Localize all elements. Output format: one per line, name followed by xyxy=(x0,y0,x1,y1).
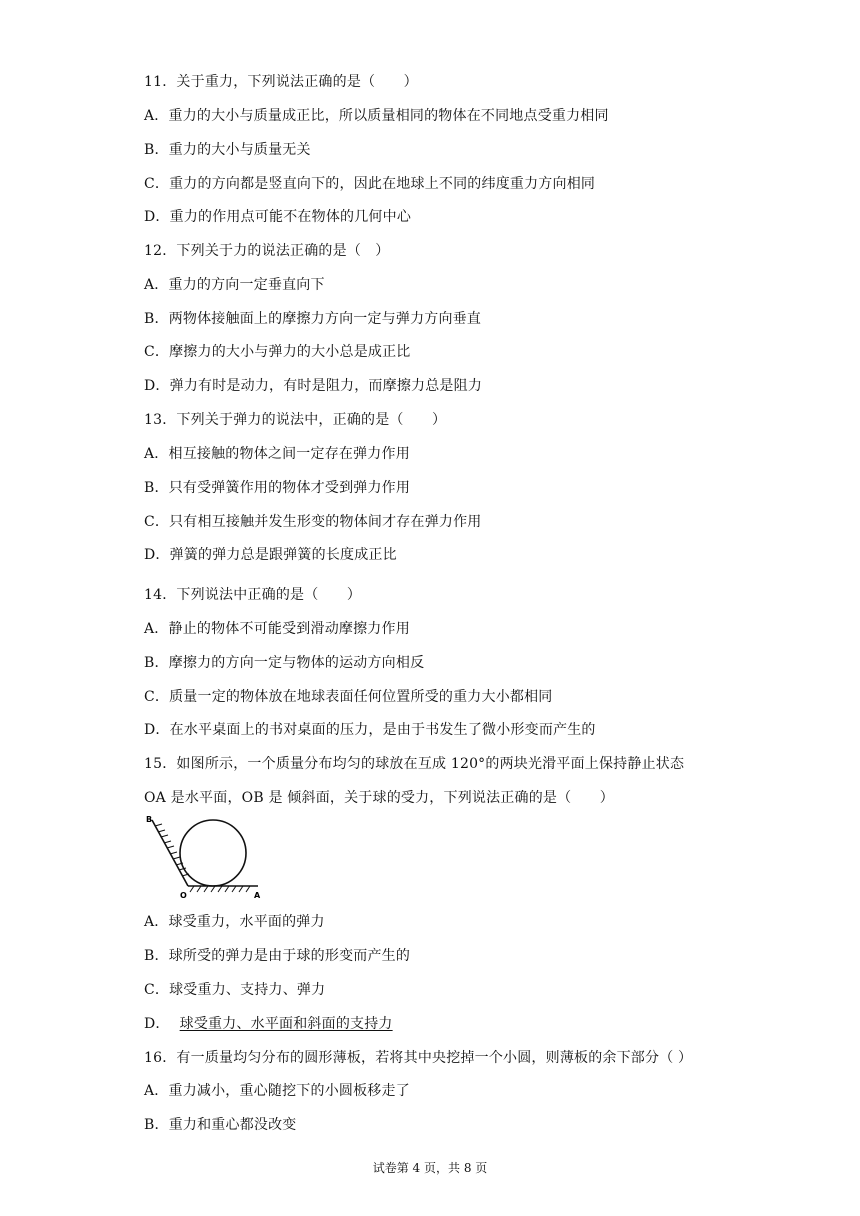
question-11-option-b: B．重力的大小与质量无关 xyxy=(144,142,311,158)
question-14-option-d: D．在水平桌面上的书对桌面的压力，是由于书发生了微小形变而产生的 xyxy=(144,722,596,738)
question-12-stem: 12．下列关于力的说法正确的是（ ） xyxy=(144,243,390,259)
question-13-option-c: C．只有相互接触并发生形变的物体间才存在弹力作用 xyxy=(144,514,482,530)
question-15-option-c: C．球受重力、支持力、弹力 xyxy=(144,982,326,998)
label-a: A xyxy=(254,891,261,900)
question-11-option-d: D．重力的作用点可能不在物体的几何中心 xyxy=(144,209,412,225)
question-16-option-b: B．重力和重心都没改变 xyxy=(144,1117,297,1133)
question-14-option-b: B．摩擦力的方向一定与物体的运动方向相反 xyxy=(144,655,425,671)
question-16-option-a: A．重力减小，重心随挖下的小圆板移走了 xyxy=(144,1083,410,1099)
question-12-option-d: D．弹力有时是动力，有时是阻力，而摩擦力总是阻力 xyxy=(144,378,483,394)
question-15-option-b: B．球所受的弹力是由于球的形变而产生的 xyxy=(144,948,411,964)
question-12-option-b: B．两物体接触面上的摩擦力方向一定与弹力方向垂直 xyxy=(144,311,482,327)
question-15-stem: 15．如图所示，一个质量分布均匀的球放在互成 120°的两块光滑平面上保持静止状态 xyxy=(144,756,685,772)
question-15-option-d-text: 球受重力、水平面和斜面的支持力 xyxy=(179,1016,393,1032)
label-o: O xyxy=(180,891,187,900)
ball xyxy=(180,820,246,886)
question-15-stem-continued: OA 是水平面，OB 是 倾斜面，关于球的受力，下列说法正确的是（ ） xyxy=(144,790,614,806)
question-13-option-b: B．只有受弹簧作用的物体才受到弹力作用 xyxy=(144,480,411,496)
question-15-option-d-prefix: D． xyxy=(144,1016,170,1032)
question-14-stem: 14．下列说法中正确的是（ ） xyxy=(144,587,362,603)
question-12-option-a: A．重力的方向一定垂直向下 xyxy=(144,277,325,293)
page-footer: 试卷第 4 页，共 8 页 xyxy=(372,1161,488,1175)
ball-diagram xyxy=(144,812,264,902)
question-11-option-c: C．重力的方向都是竖直向下的，因此在地球上不同的纬度重力方向相同 xyxy=(144,176,596,192)
label-b: B xyxy=(146,815,153,824)
horizontal-hatching xyxy=(190,886,250,892)
question-13-option-a: A．相互接触的物体之间一定存在弹力作用 xyxy=(144,446,410,462)
ball-on-incline-figure xyxy=(144,812,264,902)
question-12-option-c: C．摩擦力的大小与弹力的大小总是成正比 xyxy=(144,344,411,360)
question-11-stem: 11．关于重力，下列说法正确的是（ ） xyxy=(144,74,418,90)
question-11-option-a: A．重力的大小与质量成正比，所以质量相同的物体在不同地点受重力相同 xyxy=(144,108,609,124)
question-13-stem: 13．下列关于弹力的说法中，正确的是（ ） xyxy=(144,412,447,428)
question-14-option-a: A．静止的物体不可能受到滑动摩擦力作用 xyxy=(144,621,410,637)
question-13-option-d: D．弹簧的弹力总是跟弹簧的长度成正比 xyxy=(144,547,397,563)
question-14-option-c: C．质量一定的物体放在地球表面任何位置所受的重力大小都相同 xyxy=(144,689,553,705)
question-15-option-a: A．球受重力，水平面的弹力 xyxy=(144,914,325,930)
question-16-stem: 16．有一质量均匀分布的圆形薄板，若将其中央挖掉一个小圆，则薄板的余下部分（ ） xyxy=(144,1050,693,1066)
question-15-option-d xyxy=(144,1014,393,1034)
